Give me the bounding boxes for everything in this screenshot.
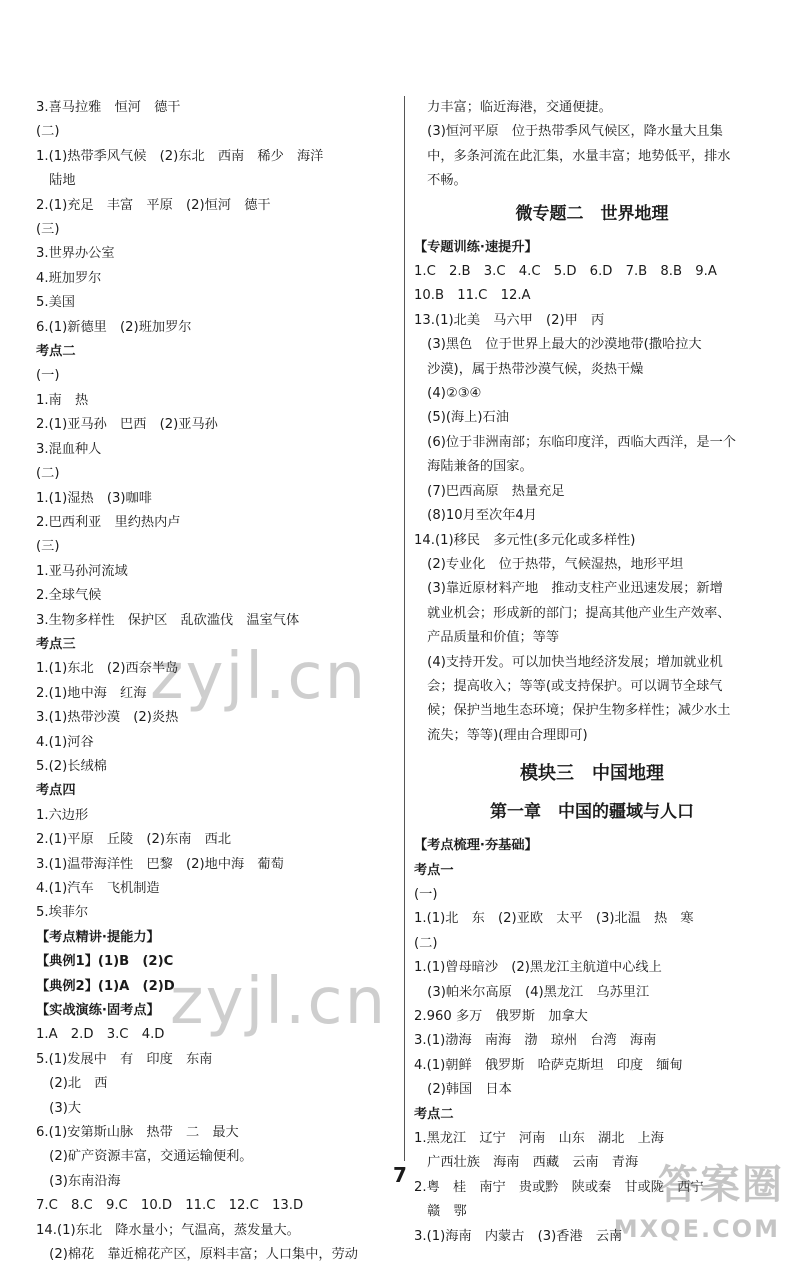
answer-line: 2.粤 桂 南宁 贵或黔 陕或秦 甘或陇 西宁 xyxy=(414,1179,704,1195)
answer-line: 3.(1)海南 内蒙古 (3)香港 云南 xyxy=(414,1228,623,1244)
answer-line: 2.巴西利亚 里约热内卢 xyxy=(36,514,181,530)
answer-line: (3)大 xyxy=(36,1100,82,1116)
answer-line: (二) xyxy=(36,466,60,482)
watermark: zyjl.cn xyxy=(170,965,388,1039)
answer-line: 2.全球气候 xyxy=(36,588,102,604)
logo-url: MXQE.COM xyxy=(613,1215,780,1243)
answer-line: (2)北 西 xyxy=(36,1076,108,1092)
answer-line: 力丰富；临近海港，交通便捷。 xyxy=(414,100,612,115)
answer-line: 3.(1)温带海洋性 巴黎 (2)地中海 葡萄 xyxy=(36,856,284,872)
answer-line: 1.六边形 xyxy=(36,807,89,823)
answer-line: (2)矿产资源丰富，交通运输便利。 xyxy=(36,1149,253,1165)
page-number: 7 xyxy=(393,1163,407,1187)
answer-line: 不畅。 xyxy=(414,173,467,189)
answer-line: 3.混血种人 xyxy=(36,441,102,457)
section-label: 考点一 xyxy=(414,862,454,878)
section-label: 考点三 xyxy=(36,636,76,652)
answer-line: 5.埃菲尔 xyxy=(36,905,89,921)
answer-line: (2)韩国 日本 xyxy=(414,1082,512,1098)
chapter-heading-territory-population: 第一章 中国的疆域与人口 xyxy=(490,802,694,823)
answer-block-world-geography xyxy=(414,236,770,749)
answer-line: (6)位于非洲南部；东临印度洋，西临大西洋，是一个 xyxy=(414,434,736,450)
answer-line: (7)巴西高原 热量充足 xyxy=(414,483,565,499)
answer-line: (3)帕米尔高原 (4)黑龙江 乌苏里江 xyxy=(414,984,650,1000)
answer-line: 1.(1)湿热 (3)咖啡 xyxy=(36,490,152,506)
answer-line: 陆地 xyxy=(36,173,76,189)
answer-line: 2.(1)亚马孙 巴西 (2)亚马孙 xyxy=(36,417,218,433)
answer-line: (二) xyxy=(414,935,438,951)
section-label: 【实战演练·固考点】 xyxy=(36,1003,160,1019)
answer-line: 4.(1)河谷 xyxy=(36,734,94,750)
answer-line: 3.(1)热带沙漠 (2)炎热 xyxy=(36,710,179,726)
answer-line: 1.黑龙江 辽宁 河南 山东 湖北 上海 xyxy=(414,1131,664,1147)
answer-line: 1.A 2.D 3.C 4.D xyxy=(36,1027,165,1043)
answer-line: (5)(海上)石油 xyxy=(414,410,509,426)
answer-line: (三) xyxy=(36,539,60,555)
answer-line: 7.C 8.C 9.C 10.D 11.C 12.C 13.D xyxy=(36,1198,304,1214)
section-label: 【典例2】(1)A (2)D xyxy=(36,978,175,994)
answer-line: 5.(2)长绒棉 xyxy=(36,758,107,774)
answer-line: 6.(1)安第斯山脉 热带 二 最大 xyxy=(36,1125,239,1141)
answer-line: 中，多条河流在此汇集，水量丰富；地势低平，排水 xyxy=(414,148,731,164)
answer-line: 广西壮族 海南 西藏 云南 青海 xyxy=(414,1155,639,1171)
answer-line: 1.(1)东北 (2)西奈半岛 xyxy=(36,661,179,677)
answer-line: 流失；等等)(理由合理即可) xyxy=(414,727,588,743)
section-label: 【专题训练·速提升】 xyxy=(414,239,538,255)
section-label: 考点二 xyxy=(36,344,76,360)
answer-line: (3)黑色 位于世界上最大的沙漠地带(撒哈拉大 xyxy=(414,337,702,353)
answer-line: 2.960 多万 俄罗斯 加拿大 xyxy=(414,1009,588,1024)
answer-line: 6.(1)新德里 (2)班加罗尔 xyxy=(36,319,192,335)
answer-line: 海陆兼备的国家。 xyxy=(414,459,533,475)
answer-line: 3.喜马拉雅 恒河 德干 xyxy=(36,100,181,115)
answer-line: 产品质量和价值；等等 xyxy=(414,630,560,646)
answer-line: 就业机会；形成新的部门；提高其他产业生产效率、 xyxy=(414,605,731,621)
answer-line: 1.C 2.B 3.C 4.C 5.D 6.D 7.B 8.B 9.A xyxy=(414,264,717,280)
answer-line: 赣 鄂 xyxy=(414,1204,467,1220)
answer-line: (4)②③④ xyxy=(414,386,482,402)
answer-line: (三) xyxy=(36,222,60,238)
answer-line: 会；提高收入；等等(或支持保护。可以调节全球气 xyxy=(414,678,723,694)
answer-line: 1.(1)热带季风气候 (2)东北 西南 稀少 海洋 xyxy=(36,148,324,164)
answer-line: (3)恒河平原 位于热带季风气候区，降水量大且集 xyxy=(414,124,723,140)
answer-line: 13.(1)北美 马六甲 (2)甲 丙 xyxy=(414,312,605,328)
answer-line: 5.(1)发展中 有 印度 东南 xyxy=(36,1051,213,1067)
answer-line: (3)靠近原材料产地 推动支柱产业迅速发展；新增 xyxy=(414,581,723,597)
answer-line: (一) xyxy=(36,368,60,384)
answer-line: 4.班加罗尔 xyxy=(36,270,102,286)
answer-line: 3.世界办公室 xyxy=(36,246,115,262)
section-heading-world-geography: 微专题二 世界地理 xyxy=(515,203,669,224)
module-heading-china-geography: 模块三 中国地理 xyxy=(520,763,664,785)
answer-line: (2)专业化 位于热带，气候湿热，地形平坦 xyxy=(414,556,684,572)
column-divider xyxy=(404,96,405,1161)
answer-line: 2.(1)地中海 红海 xyxy=(36,685,147,701)
answer-line: (二) xyxy=(36,124,60,140)
answer-line: (一) xyxy=(414,886,438,902)
answer-line: 1.(1)曾母暗沙 (2)黑龙江主航道中心线上 xyxy=(414,960,662,976)
section-label: 【典例1】(1)B (2)C xyxy=(36,954,174,970)
answer-block-continued xyxy=(414,96,770,194)
answer-line: 沙漠)，属于热带沙漠气候，炎热干燥 xyxy=(414,361,644,377)
answer-line: 3.生物多样性 保护区 乱砍滥伐 温室气体 xyxy=(36,612,300,628)
answer-line: 1.亚马孙河流域 xyxy=(36,563,128,579)
answer-line: 4.(1)汽车 飞机制造 xyxy=(36,881,160,896)
answer-line: (4)支持开发。可以加快当地经济发展；增加就业机 xyxy=(414,654,723,670)
answer-line: 候；保护当地生态环境；保护生物多样性；减少水土 xyxy=(414,703,731,719)
section-label: 考点二 xyxy=(414,1106,454,1122)
answer-line: (8)10月至次年4月 xyxy=(414,508,537,524)
corner-logo xyxy=(613,1153,790,1243)
answer-line: 14.(1)东北 降水量小；气温高，蒸发量大。 xyxy=(36,1222,300,1238)
section-label: 【考点梳理·夯基础】 xyxy=(414,838,538,854)
logo-text: 答案圈 xyxy=(658,1162,784,1208)
answer-line: 1.南 热 xyxy=(36,392,89,408)
answer-line: 5.美国 xyxy=(36,295,75,311)
answer-line: 1.(1)北 东 (2)亚欧 太平 (3)北温 热 寒 xyxy=(414,911,694,927)
section-label: 考点四 xyxy=(36,783,76,799)
left-column xyxy=(36,96,394,1268)
answer-line: 2.(1)充足 丰富 平原 (2)恒河 德干 xyxy=(36,197,271,213)
section-label: 【考点精讲·提能力】 xyxy=(36,929,160,945)
answer-line: (3)东南沿海 xyxy=(36,1173,121,1189)
answer-line: (2)棉花 靠近棉花产区，原料丰富；人口集中，劳动 xyxy=(36,1247,358,1263)
answer-line: 2.(1)平原 丘陵 (2)东南 西北 xyxy=(36,832,232,848)
answer-line: 14.(1)移民 多元性(多元化或多样性) xyxy=(414,532,636,548)
answer-line: 10.B 11.C 12.A xyxy=(414,288,531,304)
watermark: zyjl.cn xyxy=(150,640,368,714)
answer-line: 4.(1)朝鲜 俄罗斯 哈萨克斯坦 印度 缅甸 xyxy=(414,1057,683,1073)
right-column xyxy=(414,96,770,1249)
answer-line: 3.(1)渤海 南海 渤 琼州 台湾 海南 xyxy=(414,1033,657,1049)
